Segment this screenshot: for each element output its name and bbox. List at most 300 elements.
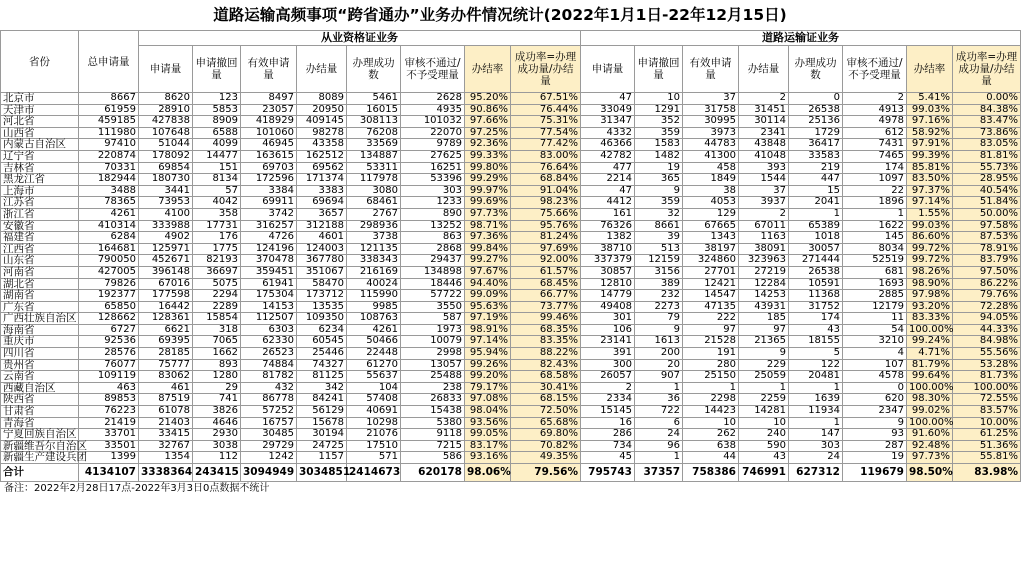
value-cell: 83.50%	[907, 174, 953, 186]
value-cell: 99.20%	[465, 371, 511, 383]
value-cell: 16	[581, 417, 635, 429]
value-cell: 33701	[79, 429, 139, 441]
value-cell: 4.71%	[907, 348, 953, 360]
value-cell: 12810	[581, 278, 635, 290]
value-cell: 1896	[843, 197, 907, 209]
value-cell: 303	[789, 440, 843, 452]
province-cell: 新疆维吾尔自治区	[1, 440, 79, 452]
value-cell: 98.50%	[907, 464, 953, 482]
value-cell: 1280	[193, 371, 241, 383]
value-cell: 19	[843, 452, 907, 464]
value-cell: 3210	[843, 336, 907, 348]
value-cell: 22070	[401, 127, 465, 139]
value-cell: 38197	[683, 243, 739, 255]
value-cell: 185	[739, 313, 789, 325]
value-cell: 93.20%	[907, 301, 953, 313]
value-cell: 19	[635, 162, 683, 174]
value-cell: 124196	[241, 243, 297, 255]
value-cell: 97.73%	[465, 208, 511, 220]
qualification-col-header: 办结量	[297, 46, 347, 93]
value-cell: 79.17%	[465, 382, 511, 394]
value-cell: 410314	[79, 220, 139, 232]
value-cell: 162512	[297, 150, 347, 162]
value-cell: 6621	[139, 324, 193, 336]
value-cell: 73.77%	[511, 301, 581, 313]
value-cell: 83.33%	[907, 313, 953, 325]
table-row	[1, 336, 1021, 348]
value-cell: 418929	[241, 116, 297, 128]
value-cell: 2	[581, 382, 635, 394]
value-cell: 2334	[581, 394, 635, 406]
value-cell: 112507	[241, 313, 297, 325]
value-cell: 10079	[401, 336, 465, 348]
value-cell: 61.25%	[953, 429, 1021, 441]
value-cell: 61941	[241, 278, 297, 290]
value-cell: 1	[635, 452, 683, 464]
value-cell: 97.19%	[465, 313, 511, 325]
value-cell: 513	[635, 243, 683, 255]
value-cell: 78365	[79, 197, 139, 209]
value-cell: 220874	[79, 150, 139, 162]
value-cell: 352	[635, 116, 683, 128]
qualification-col-header: 办理成功数	[347, 46, 401, 93]
value-cell: 44.33%	[953, 324, 1021, 336]
value-cell: 338343	[347, 255, 401, 267]
total-apply-header: 总申请量	[79, 31, 139, 93]
value-cell: 191	[683, 348, 739, 360]
value-cell: 8497	[241, 93, 297, 105]
value-cell: 57408	[347, 394, 401, 406]
value-cell: 40691	[347, 406, 401, 418]
value-cell: 27625	[401, 150, 465, 162]
value-cell: 97.66%	[465, 116, 511, 128]
value-cell: 83.57%	[953, 406, 1021, 418]
total-row	[1, 464, 1021, 482]
value-cell: 4978	[843, 116, 907, 128]
value-cell: 28910	[139, 104, 193, 116]
value-cell: 57252	[241, 406, 297, 418]
value-cell: 56129	[297, 406, 347, 418]
value-cell: 280	[683, 359, 739, 371]
value-cell: 99.80%	[465, 162, 511, 174]
value-cell: 681	[843, 266, 907, 278]
value-cell: 238	[401, 382, 465, 394]
value-cell: 125971	[139, 243, 193, 255]
province-cell: 浙江省	[1, 208, 79, 220]
value-cell: 3937	[739, 197, 789, 209]
value-cell: 863	[401, 232, 465, 244]
province-header: 省份	[1, 31, 79, 93]
value-cell: 6284	[79, 232, 139, 244]
value-cell: 43358	[297, 139, 347, 151]
value-cell: 37	[683, 93, 739, 105]
value-cell: 20481	[789, 371, 843, 383]
value-cell: 370478	[241, 255, 297, 267]
value-cell: 746991	[739, 464, 789, 482]
value-cell: 94.05%	[953, 313, 1021, 325]
value-cell: 33049	[581, 104, 635, 116]
value-cell: 77.42%	[511, 139, 581, 151]
table-row	[1, 429, 1021, 441]
value-cell: 4412	[581, 197, 635, 209]
table-row	[1, 348, 1021, 360]
value-cell: 97.67%	[465, 266, 511, 278]
value-cell: 1622	[843, 220, 907, 232]
value-cell: 9	[843, 417, 907, 429]
province-cell: 河北省	[1, 116, 79, 128]
province-cell: 北京市	[1, 93, 79, 105]
value-cell: 477	[581, 162, 635, 174]
province-cell: 吉林省	[1, 162, 79, 174]
value-cell: 4601	[297, 232, 347, 244]
value-cell: 15678	[297, 417, 347, 429]
value-cell: 104	[347, 382, 401, 394]
table-row	[1, 116, 1021, 128]
value-cell: 57722	[401, 290, 465, 302]
value-cell: 69562	[297, 162, 347, 174]
value-cell: 53311	[347, 162, 401, 174]
table-row	[1, 324, 1021, 336]
value-cell: 3738	[347, 232, 401, 244]
value-cell: 98.90%	[907, 278, 953, 290]
value-cell: 722	[635, 406, 683, 418]
value-cell: 89853	[79, 394, 139, 406]
value-cell: 4261	[79, 208, 139, 220]
value-cell: 81.24%	[511, 232, 581, 244]
page-title: 道路运输高频事项“跨省通办”业务办件情况统计(2022年1月1日-22年12月15日)	[213, 6, 787, 24]
value-cell: 79.76%	[953, 290, 1021, 302]
value-cell: 67665	[683, 220, 739, 232]
qualification-col-header: 办结率	[465, 46, 511, 93]
value-cell: 97.25%	[465, 127, 511, 139]
value-cell: 84.98%	[953, 336, 1021, 348]
value-cell: 100.00%	[907, 382, 953, 394]
province-cell: 海南省	[1, 324, 79, 336]
value-cell: 393	[739, 162, 789, 174]
value-cell: 8661	[635, 220, 683, 232]
value-cell: 232	[635, 290, 683, 302]
value-cell: 175304	[241, 290, 297, 302]
value-cell: 68.58%	[511, 371, 581, 383]
value-cell: 44	[683, 452, 739, 464]
value-cell: 758386	[683, 464, 739, 482]
value-cell: 99.29%	[465, 174, 511, 186]
province-cell: 西藏自治区	[1, 382, 79, 394]
value-cell: 129	[683, 208, 739, 220]
value-cell: 124003	[297, 243, 347, 255]
value-cell: 86.22%	[953, 278, 1021, 290]
value-cell: 97.14%	[465, 336, 511, 348]
value-cell: 61959	[79, 104, 139, 116]
value-cell: 21365	[739, 336, 789, 348]
value-cell: 359	[635, 127, 683, 139]
value-cell: 24725	[297, 440, 347, 452]
value-cell: 16757	[241, 417, 297, 429]
value-cell: 31752	[789, 301, 843, 313]
value-cell: 30114	[739, 116, 789, 128]
value-cell: 24	[635, 429, 683, 441]
value-cell: 9	[635, 324, 683, 336]
value-cell: 67016	[139, 278, 193, 290]
value-cell: 97.58%	[953, 220, 1021, 232]
value-cell: 145	[843, 232, 907, 244]
value-cell: 122	[789, 359, 843, 371]
value-cell: 26523	[241, 348, 297, 360]
qualification-col-header: 申请量	[139, 46, 193, 93]
value-cell: 100.00%	[953, 382, 1021, 394]
value-cell: 11368	[789, 290, 843, 302]
value-cell: 9118	[401, 429, 465, 441]
value-cell: 109350	[297, 313, 347, 325]
value-cell: 37	[739, 185, 789, 197]
value-cell: 8620	[139, 93, 193, 105]
value-cell: 30485	[241, 429, 297, 441]
value-cell: 571	[347, 452, 401, 464]
table-row	[1, 266, 1021, 278]
table-row	[1, 162, 1021, 174]
value-cell: 123	[193, 93, 241, 105]
value-cell: 83.79%	[953, 255, 1021, 267]
value-cell: 271444	[789, 255, 843, 267]
value-cell: 14547	[683, 290, 739, 302]
province-cell: 安徽省	[1, 220, 79, 232]
value-cell: 97.69%	[511, 243, 581, 255]
value-cell: 11934	[789, 406, 843, 418]
value-cell: 192377	[79, 290, 139, 302]
value-cell: 1097	[843, 174, 907, 186]
transport-col-header: 审核不通过/不予受理量	[843, 46, 907, 93]
value-cell: 47	[581, 185, 635, 197]
value-cell: 1157	[297, 452, 347, 464]
value-cell: 1	[683, 382, 739, 394]
value-cell: 14253	[739, 290, 789, 302]
value-cell: 3441	[139, 185, 193, 197]
value-cell: 33569	[347, 139, 401, 151]
province-cell: 黑龙江省	[1, 174, 79, 186]
table-row	[1, 174, 1021, 186]
value-cell: 119679	[843, 464, 907, 482]
value-cell: 107	[843, 359, 907, 371]
value-cell: 97.37%	[907, 185, 953, 197]
value-cell: 128662	[79, 313, 139, 325]
value-cell: 3038	[193, 440, 241, 452]
value-cell: 41048	[739, 150, 789, 162]
value-cell: 151	[193, 162, 241, 174]
value-cell: 586	[401, 452, 465, 464]
value-cell: 82193	[193, 255, 241, 267]
value-cell: 73.86%	[953, 127, 1021, 139]
value-cell: 180730	[139, 174, 193, 186]
value-cell: 620	[843, 394, 907, 406]
value-cell: 121135	[347, 243, 401, 255]
value-cell: 95.63%	[465, 301, 511, 313]
qualification-col-header: 申请撤回量	[193, 46, 241, 93]
value-cell: 2885	[843, 290, 907, 302]
value-cell: 81782	[241, 371, 297, 383]
value-cell: 98.23%	[511, 197, 581, 209]
value-cell: 99.09%	[465, 290, 511, 302]
value-cell: 49.35%	[511, 452, 581, 464]
value-cell: 2767	[347, 208, 401, 220]
value-cell: 359	[635, 197, 683, 209]
value-cell: 76208	[347, 127, 401, 139]
value-cell: 36417	[789, 139, 843, 151]
value-cell: 45	[581, 452, 635, 464]
qualification-col-header: 审核不通过/不予受理量	[401, 46, 465, 93]
value-cell: 1729	[789, 127, 843, 139]
value-cell: 68.45%	[511, 278, 581, 290]
table-row	[1, 139, 1021, 151]
value-cell: 22	[843, 185, 907, 197]
province-cell: 江苏省	[1, 197, 79, 209]
value-cell: 54	[843, 324, 907, 336]
value-cell: 31758	[683, 104, 739, 116]
value-cell: 85.81%	[907, 162, 953, 174]
value-cell: 447	[789, 174, 843, 186]
value-cell: 92.00%	[511, 255, 581, 267]
value-cell: 83062	[139, 371, 193, 383]
value-cell: 4578	[843, 371, 907, 383]
value-cell: 75777	[139, 359, 193, 371]
value-cell: 37357	[635, 464, 683, 482]
value-cell: 86778	[241, 394, 297, 406]
value-cell: 409145	[297, 116, 347, 128]
value-cell: 174	[789, 313, 843, 325]
value-cell: 11	[843, 313, 907, 325]
value-cell: 83.17%	[465, 440, 511, 452]
value-cell: 359451	[241, 266, 297, 278]
value-cell: 6727	[79, 324, 139, 336]
value-cell: 38	[683, 185, 739, 197]
stats-table	[0, 30, 1021, 482]
value-cell: 97.14%	[907, 197, 953, 209]
table-row	[1, 382, 1021, 394]
value-cell: 1	[843, 208, 907, 220]
value-cell: 5461	[347, 93, 401, 105]
transport-col-header: 办结率	[907, 46, 953, 93]
value-cell: 14477	[193, 150, 241, 162]
value-cell: 68.35%	[511, 324, 581, 336]
value-cell: 10591	[789, 278, 843, 290]
value-cell: 29437	[401, 255, 465, 267]
value-cell: 30995	[683, 116, 739, 128]
value-cell: 69694	[297, 197, 347, 209]
value-cell: 1382	[581, 232, 635, 244]
table-row	[1, 104, 1021, 116]
value-cell: 229	[739, 359, 789, 371]
value-cell: 9789	[401, 139, 465, 151]
value-cell: 16015	[347, 104, 401, 116]
value-cell: 47135	[683, 301, 739, 313]
value-cell: 1662	[193, 348, 241, 360]
value-cell: 98.26%	[907, 266, 953, 278]
table-row	[1, 452, 1021, 464]
value-cell: 1	[739, 382, 789, 394]
value-cell: 222	[683, 313, 739, 325]
value-cell: 318	[193, 324, 241, 336]
value-cell: 99.02%	[907, 406, 953, 418]
value-cell: 2259	[739, 394, 789, 406]
province-cell: 山西省	[1, 127, 79, 139]
transport-col-header: 申请量	[581, 46, 635, 93]
value-cell: 308113	[347, 116, 401, 128]
value-cell: 8667	[79, 93, 139, 105]
value-cell: 30857	[581, 266, 635, 278]
value-cell: 44783	[683, 139, 739, 151]
value-cell: 6234	[297, 324, 347, 336]
value-cell: 26538	[789, 104, 843, 116]
value-cell: 51.36%	[953, 440, 1021, 452]
province-cell: 广西壮族自治区	[1, 313, 79, 325]
value-cell: 99.69%	[465, 197, 511, 209]
value-cell: 12159	[635, 255, 683, 267]
value-cell: 243415	[193, 464, 241, 482]
value-cell: 72.28%	[953, 301, 1021, 313]
value-cell: 5.41%	[907, 93, 953, 105]
value-cell: 367780	[297, 255, 347, 267]
table-row	[1, 406, 1021, 418]
value-cell: 69395	[139, 336, 193, 348]
value-cell: 99.39%	[907, 150, 953, 162]
province-cell: 四川省	[1, 348, 79, 360]
value-cell: 13252	[401, 220, 465, 232]
value-cell: 303	[401, 185, 465, 197]
value-cell: 2273	[635, 301, 683, 313]
value-cell: 7065	[193, 336, 241, 348]
value-cell: 3384	[241, 185, 297, 197]
value-cell: 13535	[297, 301, 347, 313]
value-cell: 28576	[79, 348, 139, 360]
value-cell: 99.03%	[907, 220, 953, 232]
value-cell: 3826	[193, 406, 241, 418]
value-cell: 312188	[297, 220, 347, 232]
value-cell: 1613	[635, 336, 683, 348]
value-cell: 15854	[193, 313, 241, 325]
value-cell: 98.30%	[907, 394, 953, 406]
value-cell: 76326	[581, 220, 635, 232]
value-cell: 46366	[581, 139, 635, 151]
value-cell: 58.92%	[907, 127, 953, 139]
value-cell: 29	[193, 382, 241, 394]
value-cell: 99.72%	[907, 243, 953, 255]
value-cell: 6588	[193, 127, 241, 139]
transport-col-header: 办理成功数	[789, 46, 843, 93]
value-cell: 1291	[635, 104, 683, 116]
value-cell: 0	[789, 93, 843, 105]
value-cell: 101032	[401, 116, 465, 128]
value-cell: 4053	[683, 197, 739, 209]
value-cell: 76077	[79, 359, 139, 371]
value-cell: 9	[739, 348, 789, 360]
value-cell: 67.51%	[511, 93, 581, 105]
province-cell: 内蒙古自治区	[1, 139, 79, 151]
value-cell: 461	[139, 382, 193, 394]
value-cell: 3034851	[297, 464, 347, 482]
value-cell: 65389	[789, 220, 843, 232]
value-cell: 25150	[683, 371, 739, 383]
value-cell: 28.95%	[953, 174, 1021, 186]
value-cell: 6303	[241, 324, 297, 336]
table-row	[1, 150, 1021, 162]
value-cell: 1	[789, 208, 843, 220]
value-cell: 1399	[79, 452, 139, 464]
value-cell: 1	[789, 417, 843, 429]
table-row	[1, 127, 1021, 139]
value-cell: 97.98%	[907, 290, 953, 302]
value-cell: 8089	[297, 93, 347, 105]
value-cell: 33501	[79, 440, 139, 452]
value-cell: 23057	[241, 104, 297, 116]
